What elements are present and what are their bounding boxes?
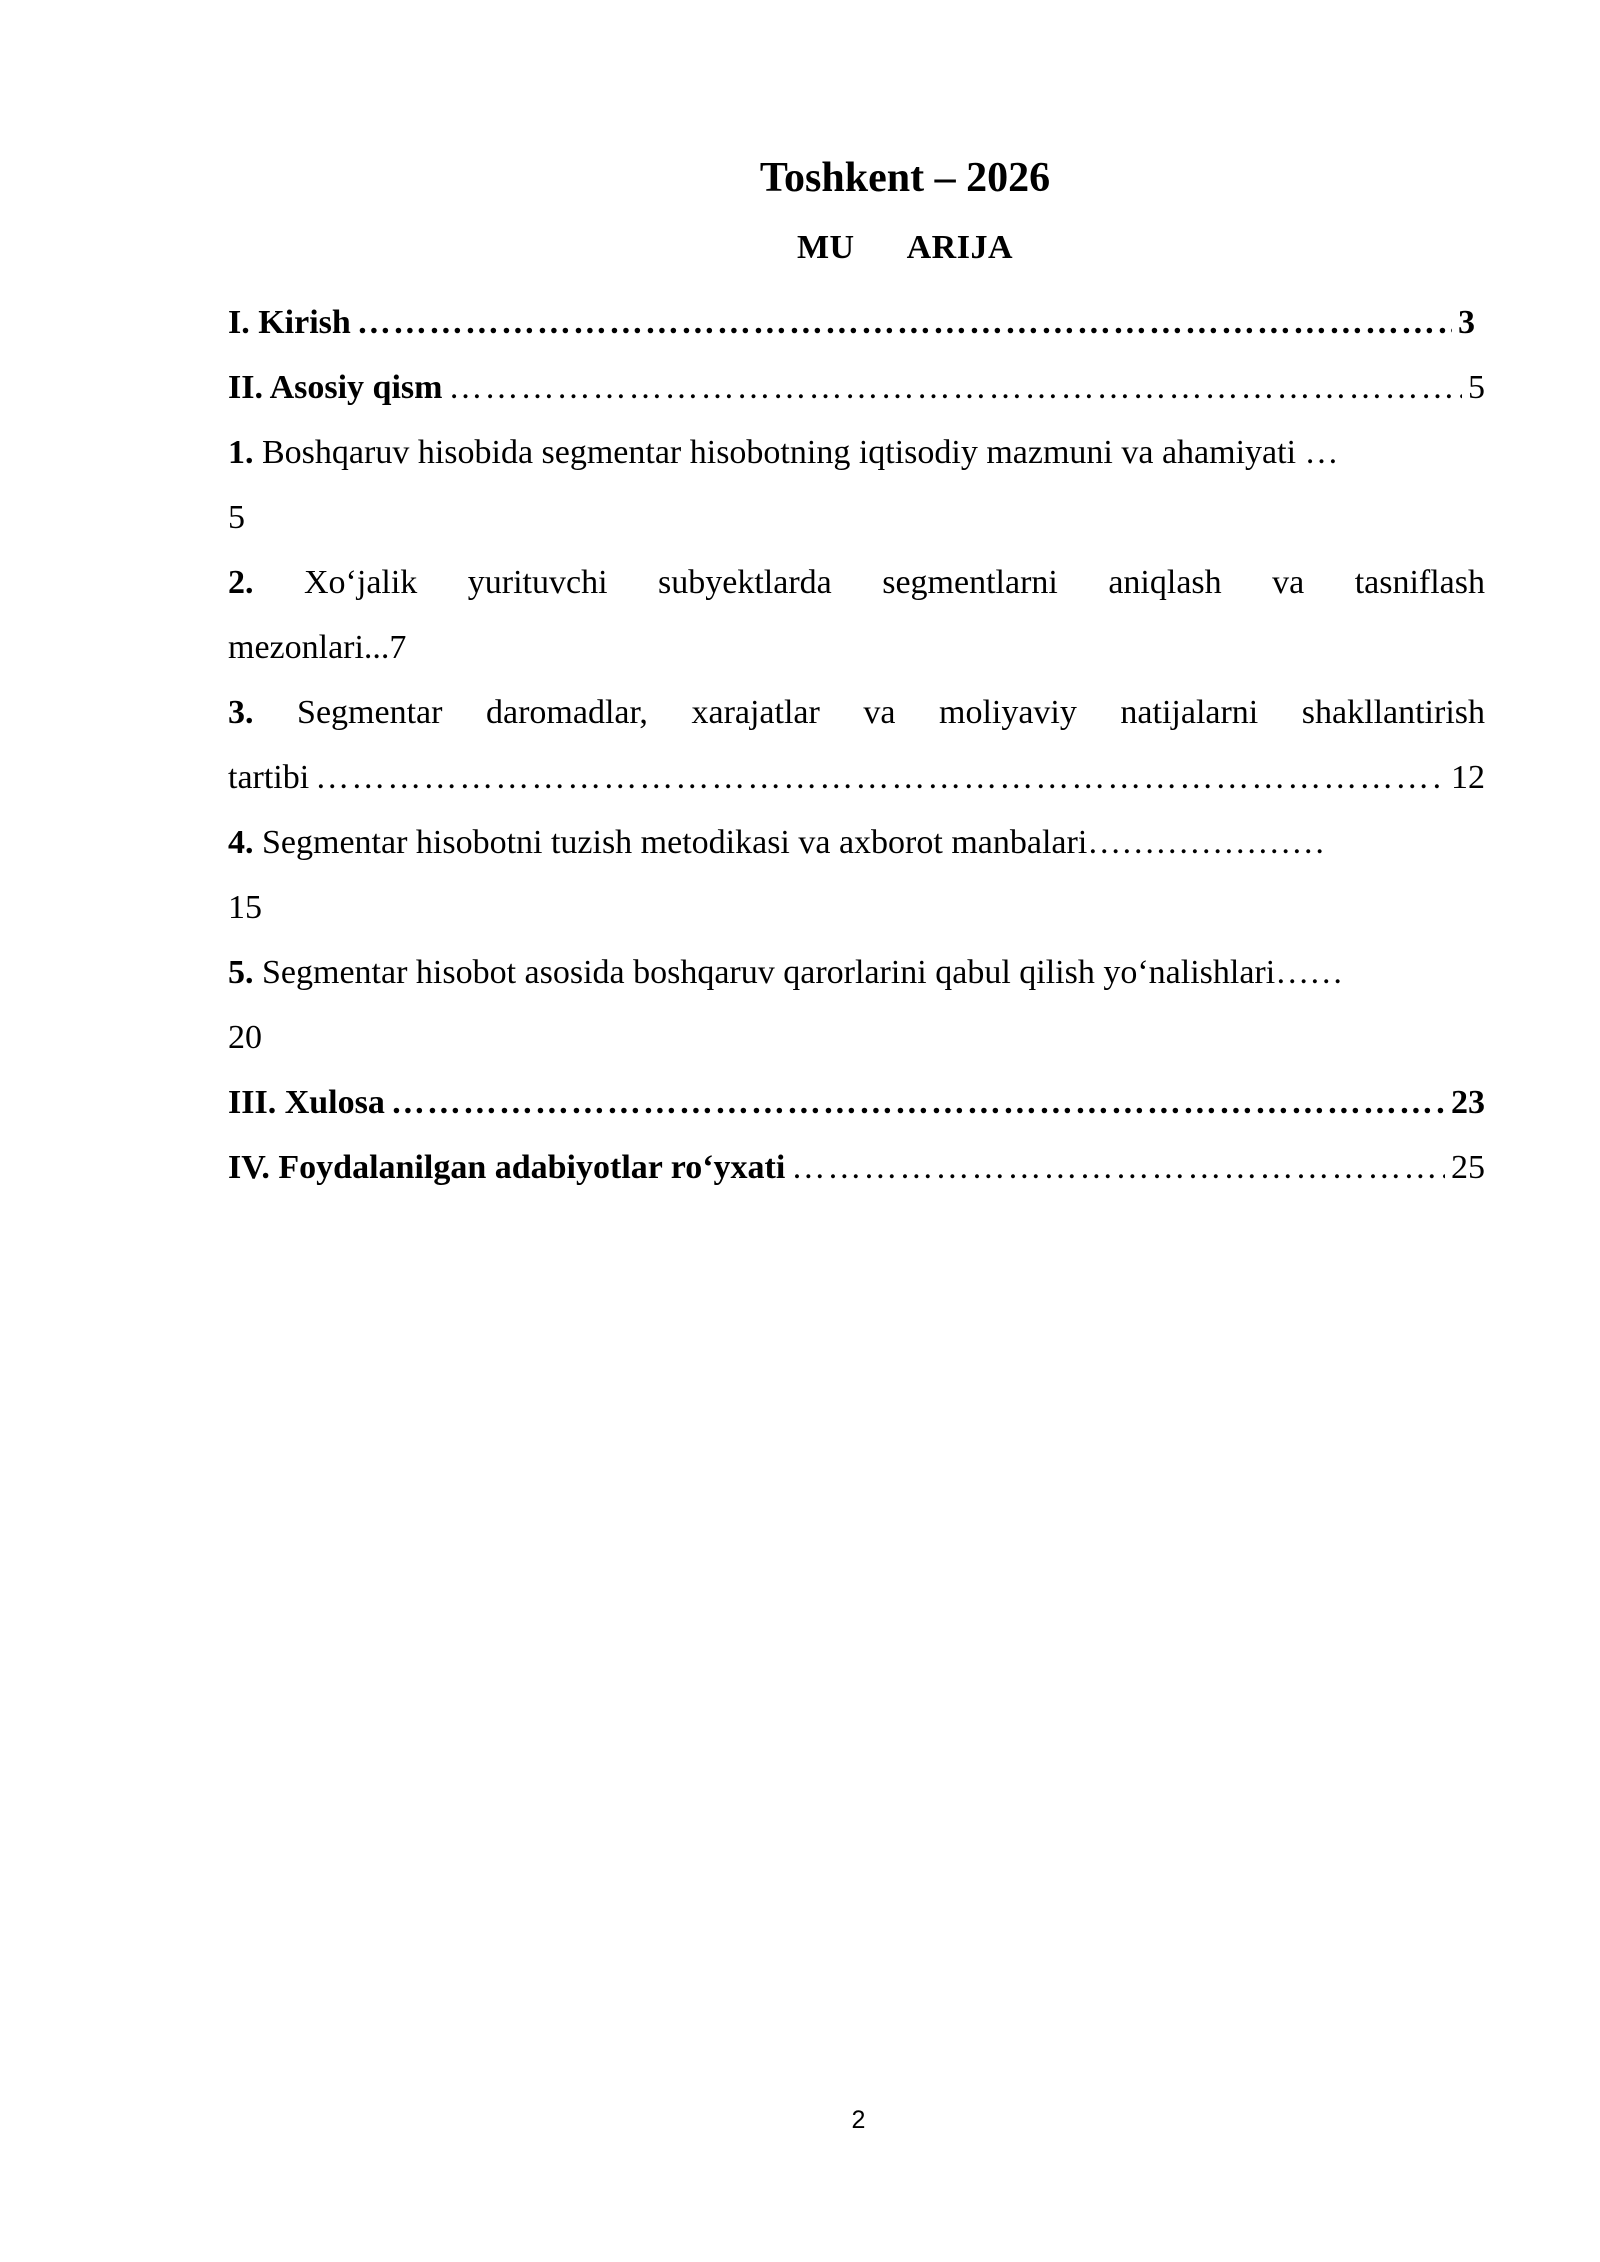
- page-number: 2: [851, 2106, 866, 2134]
- toc-entry-text-line: [228, 810, 1485, 875]
- toc-entry-intro[interactable]: [228, 290, 1485, 355]
- toc-entry-text: Xo‘jalik yurituvchi subyektlarda segmentlarni aniqlash va tasniflash: [304, 564, 1486, 601]
- toc-entry-text-line: [228, 550, 1485, 615]
- dot-leader: [448, 355, 1462, 420]
- toc-entry-section-3[interactable]: [228, 680, 1485, 810]
- toc-entry-page: 20: [228, 1019, 262, 1056]
- toc-entry-page: 25: [1451, 1149, 1485, 1186]
- toc-title-right: ARIJA: [906, 229, 1014, 266]
- toc-entry-text-line: [228, 680, 1485, 745]
- toc-title: [0, 225, 1600, 271]
- toc-entry-section-1[interactable]: [228, 420, 1485, 550]
- city-year-heading: Toshkent – 2026: [759, 155, 1051, 201]
- toc-entry-section-5[interactable]: [228, 940, 1485, 1070]
- dot-leader: [391, 1070, 1445, 1135]
- toc-entry-page: 23: [1451, 1084, 1485, 1121]
- toc-entry-section-2[interactable]: [228, 550, 1485, 680]
- dot-leader: [315, 745, 1445, 810]
- toc-entry-number: 2.: [228, 564, 254, 601]
- toc-entry-page: 3: [1458, 304, 1475, 341]
- toc-entry-label: III. Xulosa: [228, 1084, 385, 1121]
- toc-entry-page: 5: [228, 499, 245, 536]
- table-of-contents: [228, 290, 1485, 1200]
- toc-entry-page: 5: [1468, 369, 1485, 406]
- toc-entry-continuation-row: [228, 745, 1485, 810]
- toc-entry-label: IV. Foydalanilgan adabiyotlar ro‘yxati: [228, 1149, 786, 1186]
- toc-entry-text-line: [228, 420, 1485, 485]
- toc-entry-number: 5.: [228, 954, 254, 991]
- toc-entry-text: Segmentar hisobotni tuzish metodikasi va axborot manbalari…………………: [262, 824, 1326, 861]
- toc-title-left: MU: [796, 229, 855, 266]
- toc-entry-conclusion[interactable]: [228, 1070, 1485, 1135]
- toc-entry-continuation: tartibi: [228, 759, 310, 796]
- toc-entry-text-line: [228, 940, 1485, 1005]
- toc-entry-number: 1.: [228, 434, 254, 471]
- toc-entry-references[interactable]: [228, 1135, 1485, 1200]
- toc-entry-text: Segmentar daromadlar, xarajatlar va moliyaviy natijalarni shakllantirish: [297, 694, 1485, 731]
- dot-leader: [791, 1135, 1445, 1200]
- toc-entry-section-4[interactable]: [228, 810, 1485, 940]
- toc-entry-label: II. Asosiy qism: [228, 369, 443, 406]
- toc-entry-label: I. Kirish: [228, 304, 351, 341]
- dot-leader: [357, 290, 1452, 355]
- toc-entry-continuation: mezonlari...7: [228, 629, 407, 666]
- toc-entry-number: 3.: [228, 694, 254, 731]
- toc-entry-main-part[interactable]: [228, 355, 1485, 420]
- toc-entry-text: Boshqaruv hisobida segmentar hisobotning iqtisodiy mazmuni va ahamiyati …: [262, 434, 1339, 471]
- toc-entry-text: Segmentar hisobot asosida boshqaruv qarorlarini qabul qilish yo‘nalishlari……: [262, 954, 1344, 991]
- toc-entry-page: 12: [1451, 759, 1485, 796]
- toc-entry-page: 15: [228, 889, 262, 926]
- toc-entry-number: 4.: [228, 824, 254, 861]
